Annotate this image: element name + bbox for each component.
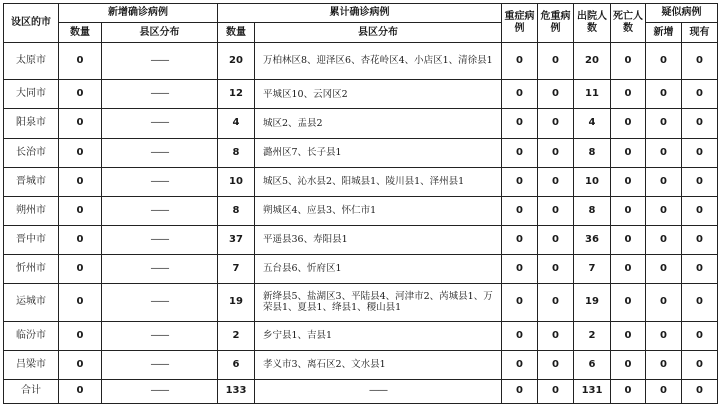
city-cell: 长治市 <box>4 138 59 167</box>
severe-cell: 0 <box>502 43 538 80</box>
total-label-cell: 合计 <box>4 379 59 403</box>
critical-cell: 0 <box>538 138 574 167</box>
death-cell: 0 <box>611 109 646 138</box>
new-district-cell: —— <box>102 43 218 80</box>
severe-cell: 0 <box>502 138 538 167</box>
severe-cell: 0 <box>502 350 538 379</box>
table-row <box>4 196 718 225</box>
cum-district-cell: 万柏林区8、迎泽区6、杏花岭区4、小店区1、清徐县1 <box>255 43 502 80</box>
cum-count-cell: 20 <box>218 43 255 80</box>
death-cell: 0 <box>611 225 646 254</box>
severe-cell: 0 <box>502 284 538 321</box>
discharged-cell: 10 <box>574 167 611 196</box>
header-new-cases: 新增确诊病例 <box>59 4 218 23</box>
cum-count-cell: 4 <box>218 109 255 138</box>
discharged-cell: 36 <box>574 225 611 254</box>
new-district-cell: —— <box>102 167 218 196</box>
cum-district-cell: 新绛县5、盐湖区3、平陆县4、河津市2、芮城县1、万荣县1、夏县1、绛县1、稷山县1 <box>255 284 502 321</box>
suspected-current-cell: 0 <box>682 109 718 138</box>
cum-district-cell: 城区5、沁水县2、阳城县1、陵川县1、泽州县1 <box>255 167 502 196</box>
cum-district-cell: 平遥县36、寿阳县1 <box>255 225 502 254</box>
critical-cell: 0 <box>538 80 574 109</box>
suspected-new-cell: 0 <box>646 109 682 138</box>
suspected-current-cell: 0 <box>682 196 718 225</box>
severe-cell: 0 <box>502 321 538 350</box>
total-suspected-current-cell: 0 <box>682 379 718 403</box>
discharged-cell: 2 <box>574 321 611 350</box>
critical-cell: 0 <box>538 284 574 321</box>
death-cell: 0 <box>611 255 646 284</box>
city-cell: 大同市 <box>4 80 59 109</box>
suspected-new-cell: 0 <box>646 196 682 225</box>
suspected-new-cell: 0 <box>646 43 682 80</box>
new-district-cell: —— <box>102 80 218 109</box>
table-row <box>4 350 718 379</box>
new-district-cell: —— <box>102 138 218 167</box>
table-row <box>4 284 718 321</box>
cum-count-cell: 19 <box>218 284 255 321</box>
new-district-cell: —— <box>102 284 218 321</box>
new-count-cell: 0 <box>59 138 102 167</box>
header-city: 设区的市 <box>4 4 59 43</box>
suspected-current-cell: 0 <box>682 321 718 350</box>
header-cum-count: 数量 <box>218 23 255 43</box>
city-cell: 太原市 <box>4 43 59 80</box>
cum-district-cell: 孝义市3、离石区2、文水县1 <box>255 350 502 379</box>
table-body <box>4 43 718 404</box>
table-row <box>4 138 718 167</box>
header-new-count: 数量 <box>59 23 102 43</box>
discharged-cell: 8 <box>574 138 611 167</box>
discharged-cell: 11 <box>574 80 611 109</box>
critical-cell: 0 <box>538 225 574 254</box>
city-cell: 晋中市 <box>4 225 59 254</box>
cum-count-cell: 37 <box>218 225 255 254</box>
header-discharged: 出院人数 <box>574 4 611 43</box>
header-death: 死亡人数 <box>611 4 646 43</box>
new-district-cell: —— <box>102 255 218 284</box>
discharged-cell: 8 <box>574 196 611 225</box>
new-count-cell: 0 <box>59 225 102 254</box>
new-count-cell: 0 <box>59 321 102 350</box>
death-cell: 0 <box>611 350 646 379</box>
critical-cell: 0 <box>538 350 574 379</box>
table-row <box>4 321 718 350</box>
suspected-current-cell: 0 <box>682 350 718 379</box>
table-row <box>4 80 718 109</box>
suspected-new-cell: 0 <box>646 225 682 254</box>
discharged-cell: 4 <box>574 109 611 138</box>
suspected-new-cell: 0 <box>646 284 682 321</box>
discharged-cell: 6 <box>574 350 611 379</box>
total-new-district-cell: —— <box>102 379 218 403</box>
suspected-new-cell: 0 <box>646 350 682 379</box>
severe-cell: 0 <box>502 167 538 196</box>
discharged-cell: 20 <box>574 43 611 80</box>
severe-cell: 0 <box>502 196 538 225</box>
cum-district-cell: 平城区10、云冈区2 <box>255 80 502 109</box>
suspected-current-cell: 0 <box>682 167 718 196</box>
city-cell: 吕梁市 <box>4 350 59 379</box>
city-cell: 阳泉市 <box>4 109 59 138</box>
table-row <box>4 109 718 138</box>
new-district-cell: —— <box>102 350 218 379</box>
total-discharged-cell: 131 <box>574 379 611 403</box>
critical-cell: 0 <box>538 321 574 350</box>
critical-cell: 0 <box>538 43 574 80</box>
new-district-cell: —— <box>102 196 218 225</box>
new-count-cell: 0 <box>59 196 102 225</box>
total-critical-cell: 0 <box>538 379 574 403</box>
cum-district-cell: 城区2、盂县2 <box>255 109 502 138</box>
header-new-district: 县区分布 <box>102 23 218 43</box>
severe-cell: 0 <box>502 255 538 284</box>
table-row <box>4 225 718 254</box>
total-cum-district-cell: —— <box>255 379 502 403</box>
cum-district-cell: 乡宁县1、吉县1 <box>255 321 502 350</box>
table-row <box>4 255 718 284</box>
cum-count-cell: 6 <box>218 350 255 379</box>
new-count-cell: 0 <box>59 43 102 80</box>
city-cell: 临汾市 <box>4 321 59 350</box>
new-district-cell: —— <box>102 109 218 138</box>
death-cell: 0 <box>611 43 646 80</box>
cum-count-cell: 7 <box>218 255 255 284</box>
total-cum-count-cell: 133 <box>218 379 255 403</box>
new-count-cell: 0 <box>59 80 102 109</box>
new-district-cell: —— <box>102 225 218 254</box>
city-cell: 朔州市 <box>4 196 59 225</box>
death-cell: 0 <box>611 321 646 350</box>
discharged-cell: 7 <box>574 255 611 284</box>
header-critical: 危重病例 <box>538 4 574 43</box>
severe-cell: 0 <box>502 109 538 138</box>
new-count-cell: 0 <box>59 167 102 196</box>
header-cum-district: 县区分布 <box>255 23 502 43</box>
header-cumulative-cases: 累计确诊病例 <box>218 4 502 23</box>
header-row-1 <box>4 4 718 23</box>
header-suspected: 疑似病例 <box>646 4 718 23</box>
cum-count-cell: 8 <box>218 138 255 167</box>
critical-cell: 0 <box>538 196 574 225</box>
suspected-new-cell: 0 <box>646 255 682 284</box>
total-new-count-cell: 0 <box>59 379 102 403</box>
new-count-cell: 0 <box>59 109 102 138</box>
suspected-current-cell: 0 <box>682 43 718 80</box>
suspected-new-cell: 0 <box>646 167 682 196</box>
new-count-cell: 0 <box>59 284 102 321</box>
discharged-cell: 19 <box>574 284 611 321</box>
death-cell: 0 <box>611 80 646 109</box>
suspected-current-cell: 0 <box>682 255 718 284</box>
city-cell: 运城市 <box>4 284 59 321</box>
new-count-cell: 0 <box>59 350 102 379</box>
suspected-current-cell: 0 <box>682 138 718 167</box>
case-statistics-table <box>3 3 718 404</box>
death-cell: 0 <box>611 196 646 225</box>
severe-cell: 0 <box>502 225 538 254</box>
suspected-current-cell: 0 <box>682 284 718 321</box>
cum-district-cell: 五台县6、忻府区1 <box>255 255 502 284</box>
suspected-current-cell: 0 <box>682 225 718 254</box>
cum-count-cell: 12 <box>218 80 255 109</box>
death-cell: 0 <box>611 138 646 167</box>
table-row <box>4 43 718 80</box>
critical-cell: 0 <box>538 109 574 138</box>
cum-count-cell: 8 <box>218 196 255 225</box>
header-suspected-current: 现有 <box>682 23 718 43</box>
cum-count-cell: 2 <box>218 321 255 350</box>
city-cell: 忻州市 <box>4 255 59 284</box>
suspected-new-cell: 0 <box>646 138 682 167</box>
total-suspected-new-cell: 0 <box>646 379 682 403</box>
new-count-cell: 0 <box>59 255 102 284</box>
death-cell: 0 <box>611 284 646 321</box>
new-district-cell: —— <box>102 321 218 350</box>
critical-cell: 0 <box>538 167 574 196</box>
city-cell: 晋城市 <box>4 167 59 196</box>
header-suspected-new: 新增 <box>646 23 682 43</box>
cum-district-cell: 朔城区4、应县3、怀仁市1 <box>255 196 502 225</box>
suspected-current-cell: 0 <box>682 80 718 109</box>
header-severe: 重症病例 <box>502 4 538 43</box>
table-row <box>4 167 718 196</box>
suspected-new-cell: 0 <box>646 321 682 350</box>
total-severe-cell: 0 <box>502 379 538 403</box>
case-statistics-table-container <box>3 3 717 404</box>
cum-count-cell: 10 <box>218 167 255 196</box>
critical-cell: 0 <box>538 255 574 284</box>
total-row <box>4 379 718 403</box>
severe-cell: 0 <box>502 80 538 109</box>
total-death-cell: 0 <box>611 379 646 403</box>
death-cell: 0 <box>611 167 646 196</box>
cum-district-cell: 潞州区7、长子县1 <box>255 138 502 167</box>
suspected-new-cell: 0 <box>646 80 682 109</box>
